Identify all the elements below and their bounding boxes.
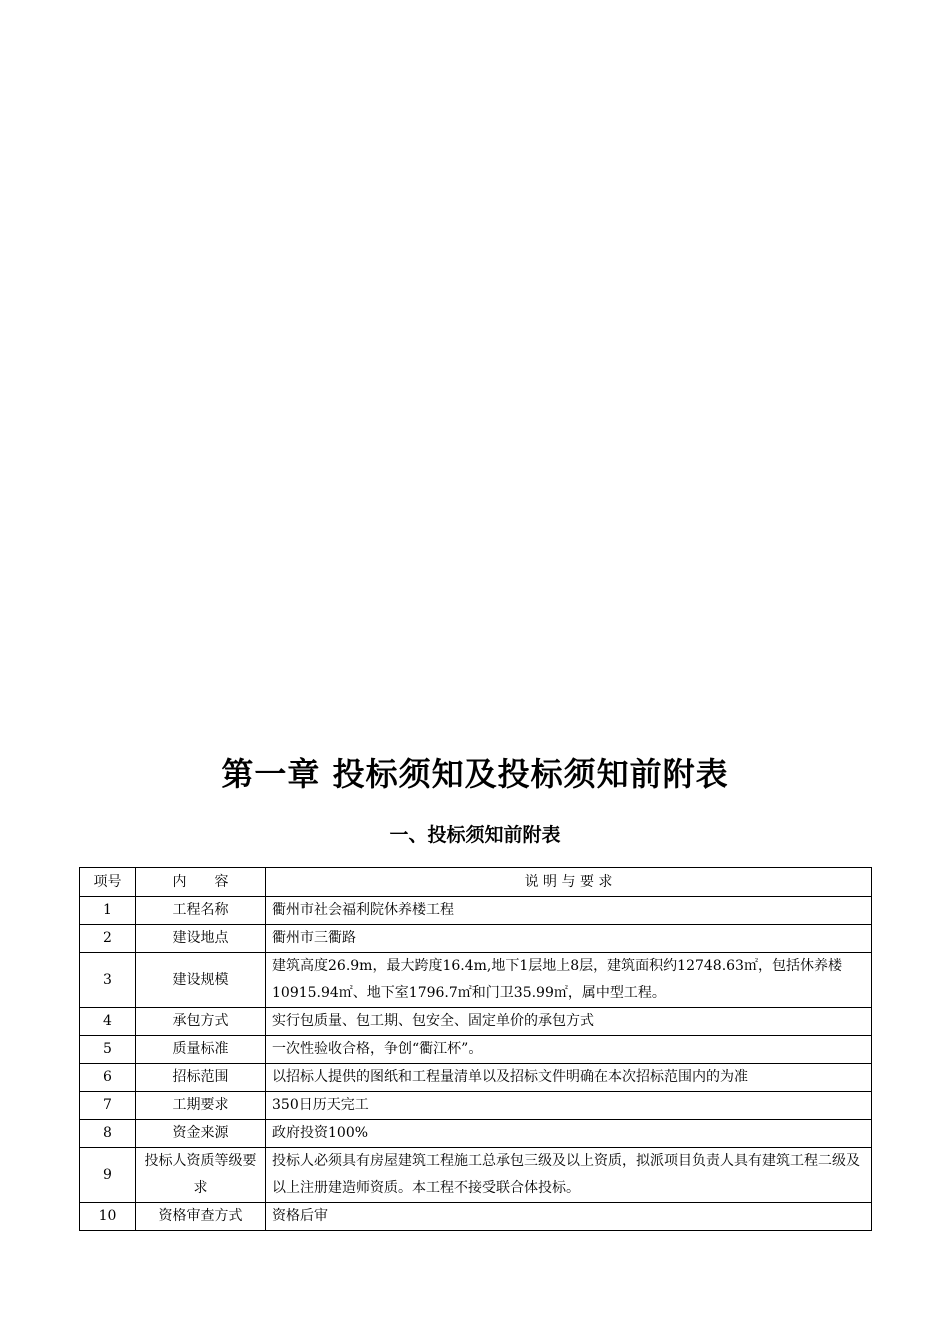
row-no: 4 xyxy=(80,1008,136,1036)
row-no: 5 xyxy=(80,1036,136,1064)
row-desc: 政府投资100% xyxy=(266,1120,872,1148)
table-row xyxy=(80,1036,872,1064)
section-title: 一、投标须知前附表 xyxy=(389,824,561,846)
table-row xyxy=(80,953,872,1008)
row-desc: 一次性验收合格，争创“衢江杯”。 xyxy=(266,1036,872,1064)
header-no: 项号 xyxy=(80,868,136,897)
table-row xyxy=(80,1092,872,1120)
table-row xyxy=(80,897,872,925)
row-item: 招标范围 xyxy=(136,1064,266,1092)
row-desc: 衢州市社会福利院休养楼工程 xyxy=(266,897,872,925)
table-row xyxy=(80,925,872,953)
row-item: 承包方式 xyxy=(136,1008,266,1036)
row-no: 10 xyxy=(80,1203,136,1231)
table-header-row xyxy=(80,868,872,897)
row-desc: 350日历天完工 xyxy=(266,1092,872,1120)
table-row xyxy=(80,1064,872,1092)
header-desc: 说 明 与 要 求 xyxy=(266,868,872,897)
table-row xyxy=(80,1120,872,1148)
row-no: 8 xyxy=(80,1120,136,1148)
row-item: 工程名称 xyxy=(136,897,266,925)
row-desc: 建筑高度26.9m，最大跨度16.4m,地下1层地上8层，建筑面积约12748.63㎡，包括休养楼10915.94㎡、地下室1796.7㎡和门卫35.99㎡，属中型工程。 xyxy=(266,953,872,1008)
row-item: 建设地点 xyxy=(136,925,266,953)
row-desc: 以招标人提供的图纸和工程量清单以及招标文件明确在本次招标范围内的为准 xyxy=(266,1064,872,1092)
row-desc: 衢州市三衢路 xyxy=(266,925,872,953)
header-item: 内 容 xyxy=(136,868,266,897)
row-no: 7 xyxy=(80,1092,136,1120)
row-item: 资金来源 xyxy=(136,1120,266,1148)
row-item: 投标人资质等级要求 xyxy=(136,1148,266,1203)
row-no: 2 xyxy=(80,925,136,953)
row-desc: 投标人必须具有房屋建筑工程施工总承包三级及以上资质，拟派项目负责人具有建筑工程二级及以上注册建造师资质。本工程不接受联合体投标。 xyxy=(266,1148,872,1203)
row-desc: 实行包质量、包工期、包安全、固定单价的承包方式 xyxy=(266,1008,872,1036)
chapter-title: 第一章 投标须知及投标须知前附表 xyxy=(221,755,729,793)
row-no: 3 xyxy=(80,953,136,1008)
row-item: 工期要求 xyxy=(136,1092,266,1120)
table-row xyxy=(80,1008,872,1036)
row-no: 9 xyxy=(80,1148,136,1203)
row-item: 建设规模 xyxy=(136,953,266,1008)
row-item: 资格审查方式 xyxy=(136,1203,266,1231)
front-table xyxy=(79,867,872,1231)
row-item: 质量标准 xyxy=(136,1036,266,1064)
row-no: 1 xyxy=(80,897,136,925)
table-row xyxy=(80,1148,872,1203)
row-desc: 资格后审 xyxy=(266,1203,872,1231)
row-no: 6 xyxy=(80,1064,136,1092)
table-row xyxy=(80,1203,872,1231)
